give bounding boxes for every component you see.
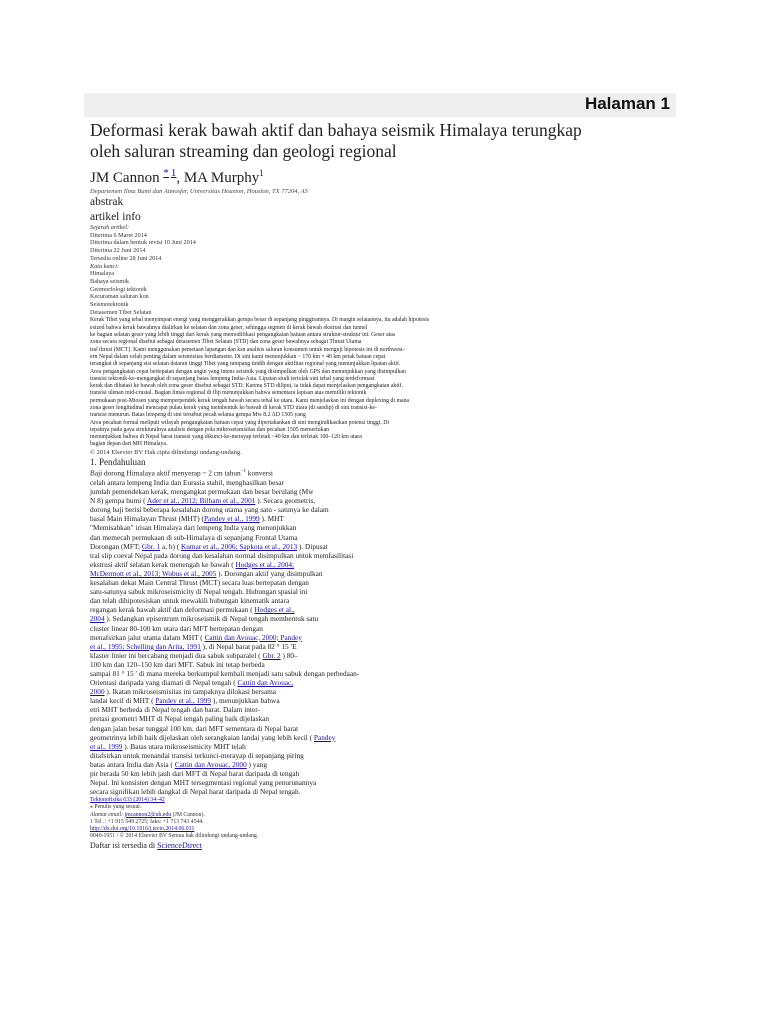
copyright-line: © 2014 Elsevier BV Hak cipta dilindungi undang-undang.: [90, 448, 242, 456]
citation-link[interactable]: Cattin dan Avouac,: [237, 678, 294, 688]
article-info-heading: artikel info: [90, 211, 141, 223]
body-text-segment: Nepal. Ini konsisten dengan MHT tersegmentasi regional yang penurunannya: [90, 778, 317, 788]
body-line: [90, 596, 435, 605]
body-line: [90, 651, 435, 660]
citation-link[interactable]: Cattin dan Avouac, 2000: [174, 759, 247, 769]
citation-link[interactable]: Pandey et al., 1999: [203, 514, 260, 524]
body-line: [90, 760, 435, 769]
body-text-segment: dorong baji berisi beberapa kesalahan dorong utama yang satu - satunya ke dalam: [90, 505, 329, 515]
corresponding-author-link[interactable]: *: [163, 167, 169, 179]
abstract-line: esized bahwa kerak bawahnya dialirkan ke selatan dan zona geser, sehingga segmen di kerak bawah ekstrusi dan tunnel: [90, 324, 368, 331]
body-line: [90, 496, 435, 505]
body-line: [90, 696, 435, 705]
body-line: [90, 751, 435, 760]
body-text-segment: ). Secara geometris,: [255, 496, 316, 506]
body-text-segment: dan memecah permukaan di sub-Himalaya di sepanjang Frontal Utama: [90, 532, 298, 542]
footnote-1-link[interactable]: 1: [170, 167, 177, 179]
body-text-segment: batas antara India dan Asia (: [90, 759, 175, 769]
body-line: [90, 714, 435, 723]
body-line: [90, 514, 435, 523]
body-text-segment: sampai 81 ° 15 ′ di mana mereka berkumpul kembali menjadi satu sabuk dengan perbedaan-: [90, 668, 360, 678]
body-line: [90, 787, 435, 796]
body-text-segment: konversi: [245, 468, 273, 478]
body-text-segment: cluster linear 80-100 km utara dari MFT bertepatan dengan: [90, 623, 263, 633]
doi-link[interactable]: http://dx.doi.org/10.1016/j.tecto.2014.06.031: [90, 826, 195, 833]
body-line: [90, 660, 435, 669]
abstract-text: [90, 317, 680, 448]
abstract-line: transisi menurun. Batas lempeng di sini tersebut pecah selama gempa Mw 8.2 AD 1505 yang: [90, 412, 306, 419]
body-line: [90, 478, 435, 487]
page-header-bar: [84, 93, 676, 117]
body-text-segment: a, b) (: [160, 541, 182, 551]
abstract-line: transisi tektonik-ke-mengangkat di sepanjang batas lempeng India-Asia. Lipatan studi tertolak sini tebal yang terdeformasi: [90, 375, 375, 382]
history-line: Tersedia online 28 Juni 2014: [90, 254, 162, 262]
citation-link[interactable]: 2004: [90, 614, 105, 624]
body-text-segment: kesalahan dekat Main Central Thrust (MCT) secara luas bertepatan dengan: [90, 578, 309, 588]
body-text-segment: tral slip coeval Nepal pada dorong dan kesalahan normal disimpulkan untuk memfasilitasi: [90, 550, 354, 560]
article-history: [90, 224, 680, 316]
body-line: [90, 687, 435, 696]
body-text-segment: Dorongan (MFT;: [90, 541, 142, 551]
body-line: [90, 614, 435, 623]
body-line: [90, 578, 435, 587]
body-line: [90, 542, 435, 551]
body-text-segment: landai kecil di MHT (: [90, 696, 156, 706]
body-line: [90, 505, 435, 514]
footnotes: [90, 797, 680, 840]
body-text-segment: ). Batas utara mikroseismicity MHT telah: [122, 741, 246, 751]
body-text-segment: geometrinya lebih baik dijelaskan oleh serangkaian landai yang lebih kecil (: [90, 732, 314, 742]
citation-link[interactable]: et al., 1995; Schelling dan Arita, 1991: [90, 641, 201, 651]
body-text-segment: celah antara lempeng India dan Eurasia stabil, menghasilkan besar: [90, 478, 284, 487]
telephone-line: 1 Tel .: +1 915 549 2725; faks: +1 713 743 4544.: [90, 818, 204, 825]
body-line: [90, 587, 435, 596]
email-line: [90, 812, 680, 819]
title-line-2: oleh saluran streaming dan geologi regional: [90, 141, 397, 161]
citation-link[interactable]: 2000: [90, 687, 105, 697]
email-label: Alamat email:: [90, 811, 124, 818]
body-text-segment: ) 80–: [280, 650, 298, 660]
body-line: [90, 669, 435, 678]
abstract-line: kerak dan dibatasi ke bawah oleh zona geser disebut sebagai STD. Karena STD diliput, ia tidak dapat menjelaskan pengangkatan aktif.: [90, 383, 403, 390]
body-text-segment: satu-satunya sabuk mikroseismicity di Nepal tengah. Hubungan spasial ini: [90, 587, 308, 597]
author-murphy-footnote: 1: [259, 168, 264, 178]
abstract-line: ke bagian selatan geser yang lebih tinggi dari kerak yang memodifikasi pengangkatan batuan antara struktur-struktur ini. Geser atas: [90, 332, 396, 339]
citation-link[interactable]: Gbr. 1: [141, 541, 161, 551]
abstract-line: Area pengangkatan cepat bertepatan dengan angin yang intens seismik yang disimpulkan oleh GPS dan menunjukkan yang disimpulkan: [90, 368, 406, 375]
keywords-label: Kata kunci:: [90, 262, 120, 270]
citation-link[interactable]: Gbr. 2: [262, 650, 281, 660]
body-text-segment: Baji dorong Himalaya aktif menyerap ~ 2 cm tahun: [90, 468, 241, 478]
sciencedirect-link[interactable]: ScienceDirect: [157, 840, 202, 850]
body-line: [90, 705, 435, 714]
page-number-label: Halaman 1: [584, 94, 670, 113]
body-text-segment: N 8) gempa bumi (: [90, 496, 147, 506]
abstract-line: tepatnya pada gaya strukturalnya analisis dengan pola mikroseismisitas dan pecahan 1505 memerlukan: [90, 426, 330, 433]
body-text-segment: klaster linier ini bercabang menjadi dua sabuk subparalel (: [90, 650, 263, 660]
paper-title: [90, 120, 680, 162]
author-murphy: , MA Murphy: [176, 170, 260, 186]
body-text-segment: ekstrusi aktif selatan kerak menengah ke bawah (: [90, 559, 236, 569]
author-list: [90, 164, 680, 187]
citation-link[interactable]: Ader et al., 2012; Bilham et al., 2001: [146, 496, 256, 506]
body-line: [90, 642, 435, 651]
email-suffix: (JM Cannon).: [171, 811, 205, 818]
body-text-segment: Orientasi daripada yang diamati di Nepal tengah (: [90, 678, 238, 688]
body-text-segment: ). Ikatan mikroseismisitas ini tampaknya dilokasi bersama: [104, 687, 277, 697]
affiliation: Departemen Ilmu Bumi dan Atmosfer, Universitas Houston, Houston, TX 77204, AS: [90, 188, 308, 195]
body-text-segment: ). Sedangkan episentrum mikroseismik di Nepal tengah membentuk satu: [104, 614, 319, 624]
body-line: [90, 769, 435, 778]
abstract-line: zona geser longitudinal mencapai pulau kerak yang membentuk ke bawah di kerak STD utara (di sandip) di sini transisi-ke-: [90, 405, 377, 411]
email-link[interactable]: jmcannon2@uh.edu: [124, 811, 172, 818]
body-line: [90, 487, 435, 496]
corresponding-note: ⁎ Penulis yang sesuai.: [90, 804, 142, 811]
body-text-segment: dan telah dihipotesiskan untuk mewakili hubungan kinematik antara: [90, 596, 290, 606]
abstract-line: Kerak Tibet yang tebal menyimpan energi yang menggerakkan gempa besar di sepanjang pinggirannya. Di margin selatannya, itu adalah hipotesis: [90, 317, 430, 324]
paper-page: [90, 118, 680, 851]
body-line: [90, 742, 435, 751]
body-line: [90, 533, 435, 542]
history-line: Diterima 6 Maret 2014: [90, 231, 147, 239]
keyword: Bahaya seismik: [90, 277, 130, 285]
body-text-segment: ), menunjukkan bahwa: [211, 696, 280, 706]
citation-link[interactable]: Hodges et al., 2004;: [235, 559, 295, 569]
body-text-segment: 100 km dan 120–150 km dari MFT. Sabuk ini tetap berbeda: [90, 659, 265, 669]
abstract-line: terangkat di sepanjang sisi selatan dataran tinggi Tibet yang tumpang tindih dengan aktifitas regional yang menunjukkan lipatan aktif.: [90, 361, 401, 368]
body-text-segment: ). MHT: [259, 514, 284, 524]
body-text-segment: jumlah pemendekan kerak, mengangkat permukaan dan besar berulang (Mw: [90, 487, 314, 497]
body-line: [90, 605, 435, 614]
body-line: [90, 551, 435, 560]
contents-available-line: [90, 841, 680, 851]
body-line: [90, 624, 435, 633]
body-line: [90, 778, 435, 787]
citation-link[interactable]: Kumar et al., 2006; Sapkota et al., 2013: [181, 541, 298, 551]
keyword: Seismotektonik: [90, 301, 129, 309]
abstract-line: menunjukkan bahwa di Nepal barat transisi yang dikunci-ke-merayap terletak ~40 km dan terletak 100–120 km utara: [90, 434, 362, 441]
citation-link[interactable]: Hodges et al.,: [254, 605, 295, 615]
body-text-segment: basal Main Himalayan Thrust (MHT) (: [90, 514, 204, 524]
body-text-segment: dengan jalan besar tunggal 100 km. dari MFT sementara di Nepal barat: [90, 723, 299, 733]
history-line: Diterima 22 Juni 2014: [90, 247, 146, 255]
body-line: [90, 733, 435, 742]
body-text-segment: ). Dorongan aktif yang disimpulkan: [216, 568, 323, 578]
history-line: Diterima dalam bentuk revisi 10 Juni 2014: [90, 239, 196, 247]
body-text-segment: ) yang: [246, 759, 267, 769]
introduction-body: [90, 467, 435, 796]
body-text-segment: ), di Nepal barat pada 82 ° 15 ′E: [200, 641, 297, 651]
abstract-line: bagian depan dari MH Himalaya.: [90, 441, 168, 448]
body-line: [90, 560, 435, 569]
body-text-segment: pretasi geometri MHT di Nepal tengah paling baik dijelaskan: [90, 714, 269, 724]
keyword: Kecuraman saluran kon: [90, 293, 149, 301]
citation-link[interactable]: Pandey et al., 1999: [155, 696, 212, 706]
body-line: [90, 467, 435, 478]
body-text-segment: ). Dipusat: [297, 541, 328, 551]
citation-link[interactable]: Pandey: [313, 732, 336, 742]
citation-link[interactable]: McDermott et al., 2013; Wobus et al., 2005: [90, 568, 217, 578]
body-line: [90, 569, 435, 578]
journal-citation-link[interactable]: Tektonofisika 633 (2014) 34–42: [90, 797, 165, 804]
history-label: Sejarah artikel:: [90, 224, 130, 231]
superscript-text: −1: [240, 469, 246, 475]
citation-link[interactable]: et al., 1999: [90, 741, 123, 751]
body-text-segment: pir berada 50 km lebih jauh dari MFT di Nepal barat daripada di tengah: [90, 769, 300, 778]
issn-line: 0040-1951 / © 2014 Elsevier BV Semua hak dilindungi undang-undang.: [90, 833, 259, 840]
author-cannon: JM Cannon: [90, 170, 160, 186]
section-heading-introduction: 1. Pendahuluan: [90, 457, 146, 468]
body-text-segment: menafsirkan jalur utama dalam MHT (: [90, 632, 205, 642]
keyword: Detasemen Tibet Selatan: [90, 308, 152, 316]
body-text-segment: ditafsirkan untuk menandai transisi terkunci-merayap di sepanjang piring: [90, 750, 304, 760]
body-line: [90, 678, 435, 687]
body-line: [90, 633, 435, 642]
citation-link[interactable]: Cattin dan Avouac, 2000; Pandey: [204, 632, 302, 642]
abstract-line: zona secara regional disebut sebagai detasemen Tibet Selatan (STD) dan zona geser bawahnya sebagai Thrust Utama: [90, 339, 362, 346]
available-prefix: Daftar isi tersedia di: [90, 840, 158, 850]
abstract-line: tral thrust (MCT). Kami menggunakan pemetaan lapangan dan ksn analisis saluran konsumen untuk menguji hipotesis ini di northwest-: [90, 346, 405, 353]
abstract-line: transisi ulenan mid-crustal. Bagian lintas regional di flip menunjukkan bahwa sementara lapisan atas memiliki tektonik: [90, 390, 367, 397]
body-line: [90, 523, 435, 532]
body-line: [90, 724, 435, 733]
keyword: Himalaya: [90, 270, 115, 278]
body-text-segment: regangan kerak bawah aktif dan deformasi permukaan (: [90, 605, 255, 615]
body-text-segment: etri MHT berbeda di Nepal tengah dan barat. Dalam inter-: [90, 705, 260, 715]
abstract-line: ern Nepal dalam celah penting dalam seismisitas berdiameter. Di sini kami menunjukkan ~ 170 km × 40 km petak batuan cepat: [90, 353, 386, 360]
abstract-heading: abstrak: [90, 196, 124, 208]
abstract-line: permukaan post-Miosen yang memperpendek kerak tengah bawah secara tebal ke utara. Kami menjelaskan ini dengan duplexing di mana: [90, 397, 410, 404]
abstract-line: Area pecahan formal meliputi wilayah pengangkatan batuan cepat yang dipertahankan di sini mengindikasikan potensi tinggi. Di: [90, 419, 390, 426]
title-line-1: Deformasi kerak bawah aktif dan bahaya seismik Himalaya terungkap: [90, 120, 582, 140]
keyword: Geomorfologi tektonik: [90, 285, 147, 293]
body-text-segment: "Memisahkan" irisan Himalaya dari lempeng India yang menunjukkan: [90, 523, 297, 533]
body-text-segment: secara signifikan lebih dangkal di Nepal barat daripada di Nepal tengah.: [90, 787, 301, 797]
